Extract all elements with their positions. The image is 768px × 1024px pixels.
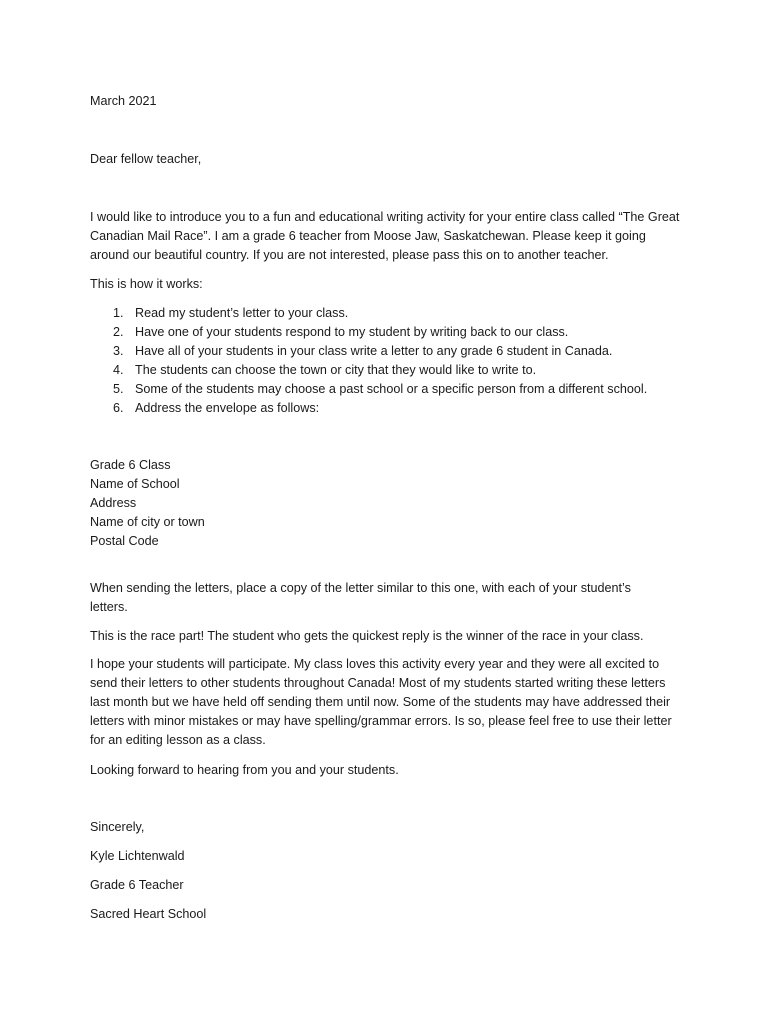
step-text: Address the envelope as follows: xyxy=(135,401,320,415)
sending-paragraph: When sending the letters, place a copy of the letter similar to this one, with each of your student’s letters. xyxy=(90,581,631,614)
address-line: Grade 6 Class xyxy=(90,458,171,472)
address-line: Name of School xyxy=(90,477,180,491)
step-number: 3. xyxy=(113,344,124,358)
step-item xyxy=(90,380,690,399)
signer-school: Sacred Heart School xyxy=(90,907,207,921)
step-item xyxy=(90,342,690,361)
step-text: The students can choose the town or city that they would like to write to. xyxy=(135,363,537,377)
intro-paragraph: I would like to introduce you to a fun and educational writing activity for your entire class called “The Great Canadian Mail Race”. I am a grade 6 teacher from Moose Jaw, Saskatchewan. Please keep it going around our beautiful country. If you are not interested, please pass this on to another teacher. xyxy=(90,210,680,262)
step-number: 5. xyxy=(113,382,124,396)
closing-paragraph: Looking forward to hearing from you and your students. xyxy=(90,763,399,777)
steps-list xyxy=(90,304,690,418)
salutation: Dear fellow teacher, xyxy=(90,152,202,166)
step-item xyxy=(90,323,690,342)
address-line: Name of city or town xyxy=(90,515,205,529)
address-line: Address xyxy=(90,496,137,510)
race-paragraph: This is the race part! The student who gets the quickest reply is the winner of the race in your class. xyxy=(90,629,644,643)
step-number: 2. xyxy=(113,325,124,339)
step-number: 4. xyxy=(113,363,124,377)
envelope-address-template xyxy=(90,456,205,551)
hope-paragraph: I hope your students will participate. My class loves this activity every year and they were all excited to send their letters to other students throughout Canada! Most of my students started writing these letters last month but we have held off sending them until now. Some of the students may have addressed their letters with minor mistakes or may have spelling/grammar errors. Is so, please feel free to use their letter for an editing lesson as a class. xyxy=(90,657,672,747)
step-item xyxy=(90,304,690,323)
signer-name: Kyle Lichtenwald xyxy=(90,849,185,863)
how-it-works-heading: This is how it works: xyxy=(90,277,203,291)
step-item xyxy=(90,399,690,418)
address-line: Postal Code xyxy=(90,534,159,548)
step-text: Read my student’s letter to your class. xyxy=(135,306,349,320)
step-text: Have one of your students respond to my student by writing back to our class. xyxy=(135,325,569,339)
signer-role: Grade 6 Teacher xyxy=(90,878,184,892)
step-number: 6. xyxy=(113,401,124,415)
step-item xyxy=(90,361,690,380)
sign-off: Sincerely, xyxy=(90,820,145,834)
step-text: Some of the students may choose a past school or a specific person from a different school. xyxy=(135,382,648,396)
letter-date: March 2021 xyxy=(90,94,157,108)
step-number: 1. xyxy=(113,306,124,320)
step-text: Have all of your students in your class write a letter to any grade 6 student in Canada. xyxy=(135,344,613,358)
